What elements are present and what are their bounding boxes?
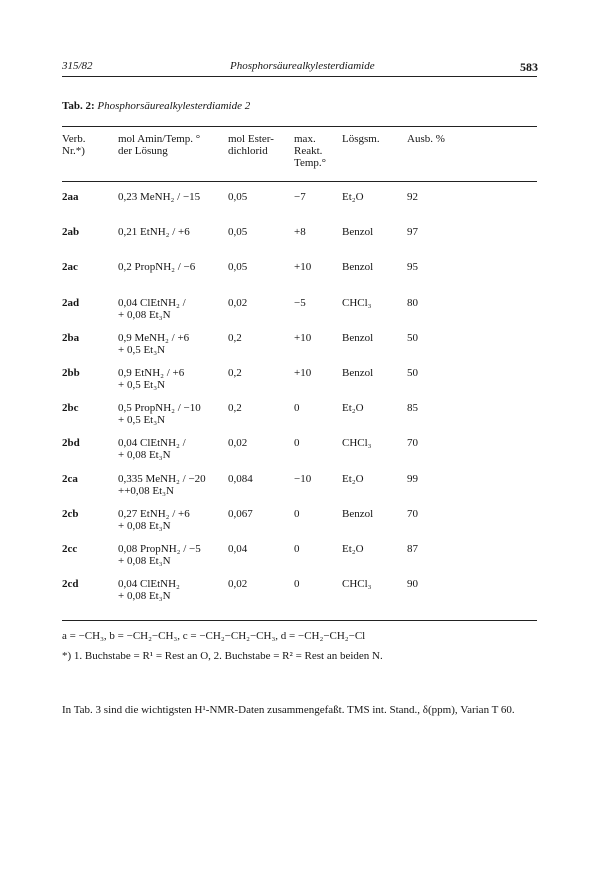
ester-dichloride-mol: 0,02 — [228, 578, 248, 591]
max-reaction-temp: −10 — [294, 472, 312, 485]
max-reaction-temp: +10 — [294, 367, 312, 379]
solvent: CHCl₃ — [342, 437, 372, 450]
solvent: Et₂O — [342, 543, 364, 555]
amine-conditions: 0,335 MeNH₂ / −20 — [118, 472, 206, 485]
amine-conditions: 0,5 PropNH₂ / −10 — [118, 402, 201, 415]
amine-conditions: + 0,08 Et₃N — [118, 555, 171, 567]
yield-percent: 70 — [407, 437, 418, 450]
page-number: 583 — [520, 60, 538, 74]
amine-conditions: + 0,08 Et₃N — [118, 519, 171, 532]
yield-percent: 70 — [407, 507, 418, 520]
solvent: Benzol — [342, 507, 374, 520]
column-header-max: max. — [294, 133, 316, 145]
solvent: CHCl₃ — [342, 296, 372, 309]
body-paragraph: In Tab. 3 sind die wichtigsten H¹-NMR-Daten zusammengefaßt. TMS int. Stand., δ(ppm), Varian T 60. — [62, 704, 515, 716]
amine-conditions: 0,04 ClEtNH₂ / — [118, 296, 186, 309]
amine-conditions: + 0,08 Et₃N — [118, 449, 171, 462]
max-reaction-temp: +10 — [294, 331, 312, 344]
yield-percent: 90 — [407, 578, 418, 591]
yield-percent: 87 — [407, 543, 418, 555]
footnote-letters: *) 1. Buchstabe = R¹ = Rest an O, 2. Buchstabe = R² = Rest an beiden N. — [62, 650, 383, 662]
ester-dichloride-mol: 0,05 — [228, 191, 248, 203]
table-caption — [62, 100, 250, 112]
amine-conditions: + 0,08 Et₃N — [118, 308, 171, 321]
table-label: Tab. 2: — [62, 100, 95, 112]
max-reaction-temp: −5 — [294, 296, 306, 309]
ester-dichloride-mol: 0,02 — [228, 437, 248, 450]
amine-conditions: 0,2 PropNH₂ / −6 — [118, 261, 196, 274]
compound-number: 2aa — [62, 191, 79, 203]
column-header-ausb: Ausb. % — [407, 133, 445, 145]
column-header-mol: dichlorid — [228, 145, 268, 157]
compound-number: 2ba — [62, 331, 80, 344]
max-reaction-temp: 0 — [294, 402, 300, 415]
yield-percent: 95 — [407, 261, 418, 274]
solvent: CHCl₃ — [342, 578, 372, 591]
table-top-rule — [62, 126, 537, 127]
max-reaction-temp: +10 — [294, 261, 312, 274]
amine-conditions: + 0,08 Et₃N — [118, 590, 171, 603]
compound-number: 2ca — [62, 472, 78, 485]
running-title: Phosphorsäurealkylesterdiamide — [230, 60, 375, 72]
max-reaction-temp: 0 — [294, 578, 300, 591]
column-header-lsg: Lösgsm. — [342, 133, 380, 145]
amine-conditions: + 0,5 Et₃N — [118, 379, 166, 391]
compound-number: 2bc — [62, 402, 79, 415]
compound-number: 2ad — [62, 296, 80, 309]
max-reaction-temp: +8 — [294, 226, 306, 239]
ester-dichloride-mol: 0,084 — [228, 472, 253, 485]
table-title: Phosphorsäurealkylesterdiamide 2 — [97, 100, 251, 112]
solvent: Benzol — [342, 226, 374, 239]
ester-dichloride-mol: 0,05 — [228, 226, 248, 239]
compound-number: 2cd — [62, 578, 79, 591]
yield-percent: 85 — [407, 402, 418, 415]
amine-conditions: ++0,08 Et₃N — [118, 484, 174, 497]
column-header-nr: Nr.*) — [62, 145, 85, 157]
yield-percent: 80 — [407, 296, 418, 309]
ester-dichloride-mol: 0,067 — [228, 507, 253, 520]
yield-percent: 99 — [407, 472, 418, 485]
ester-dichloride-mol: 0,02 — [228, 296, 248, 309]
amine-conditions: 0,04 ClEtNH₂ — [118, 578, 180, 591]
yield-percent: 50 — [407, 331, 418, 344]
solvent: Benzol — [342, 367, 374, 379]
max-reaction-temp: 0 — [294, 543, 300, 555]
yield-percent: 50 — [407, 367, 418, 379]
ester-dichloride-mol: 0,04 — [228, 543, 248, 555]
column-header-max: Reakt. — [294, 145, 323, 157]
ester-dichloride-mol: 0,05 — [228, 261, 248, 274]
compound-number: 2cb — [62, 507, 79, 520]
compound-number: 2bd — [62, 437, 80, 450]
compound-number: 2bb — [62, 367, 80, 379]
max-reaction-temp: −7 — [294, 191, 306, 203]
yield-percent: 97 — [407, 226, 418, 239]
compound-number: 2ac — [62, 261, 78, 274]
ester-dichloride-mol: 0,2 — [228, 331, 242, 344]
amine-conditions: 0,9 EtNH₂ / +6 — [118, 367, 185, 379]
table-header-rule — [62, 181, 537, 182]
amine-conditions: 0,04 ClEtNH₂ / — [118, 437, 186, 450]
journal-reference: 315/82 — [62, 60, 93, 72]
amine-conditions: 0,21 EtNH₂ / +6 — [118, 226, 190, 239]
yield-percent: 92 — [407, 191, 418, 203]
max-reaction-temp: 0 — [294, 437, 300, 450]
solvent: Benzol — [342, 261, 374, 274]
column-header-nr: Verb. — [62, 133, 86, 145]
amine-conditions: 0,23 MeNH₂ / −15 — [118, 191, 201, 203]
amine-conditions: + 0,5 Et₃N — [118, 343, 166, 356]
solvent: Benzol — [342, 331, 374, 344]
solvent: Et₂O — [342, 472, 364, 485]
max-reaction-temp: 0 — [294, 507, 300, 520]
header-rule — [62, 76, 537, 77]
ester-dichloride-mol: 0,2 — [228, 367, 242, 379]
column-header-max: Temp.° — [294, 157, 327, 169]
solvent: Et₂O — [342, 191, 364, 203]
amine-conditions: + 0,5 Et₃N — [118, 414, 166, 427]
column-header-mol: mol Ester- — [228, 133, 274, 145]
footnote-substituents: a = −CH₃, b = −CH₂−CH₃, c = −CH₂−CH₂−CH₃, d = −CH₂−CH₂−Cl — [62, 630, 366, 642]
column-header-amin: der Lösung — [118, 145, 168, 157]
compound-number: 2cc — [62, 543, 78, 555]
amine-conditions: 0,27 EtNH₂ / +6 — [118, 507, 190, 520]
column-header-amin: mol Amin/Temp. ° — [118, 133, 201, 145]
ester-dichloride-mol: 0,2 — [228, 402, 242, 415]
compound-number: 2ab — [62, 226, 80, 239]
solvent: Et₂O — [342, 402, 364, 415]
amine-conditions: 0,08 PropNH₂ / −5 — [118, 543, 201, 555]
amine-conditions: 0,9 MeNH₂ / +6 — [118, 331, 190, 344]
table-bottom-rule — [62, 620, 537, 621]
